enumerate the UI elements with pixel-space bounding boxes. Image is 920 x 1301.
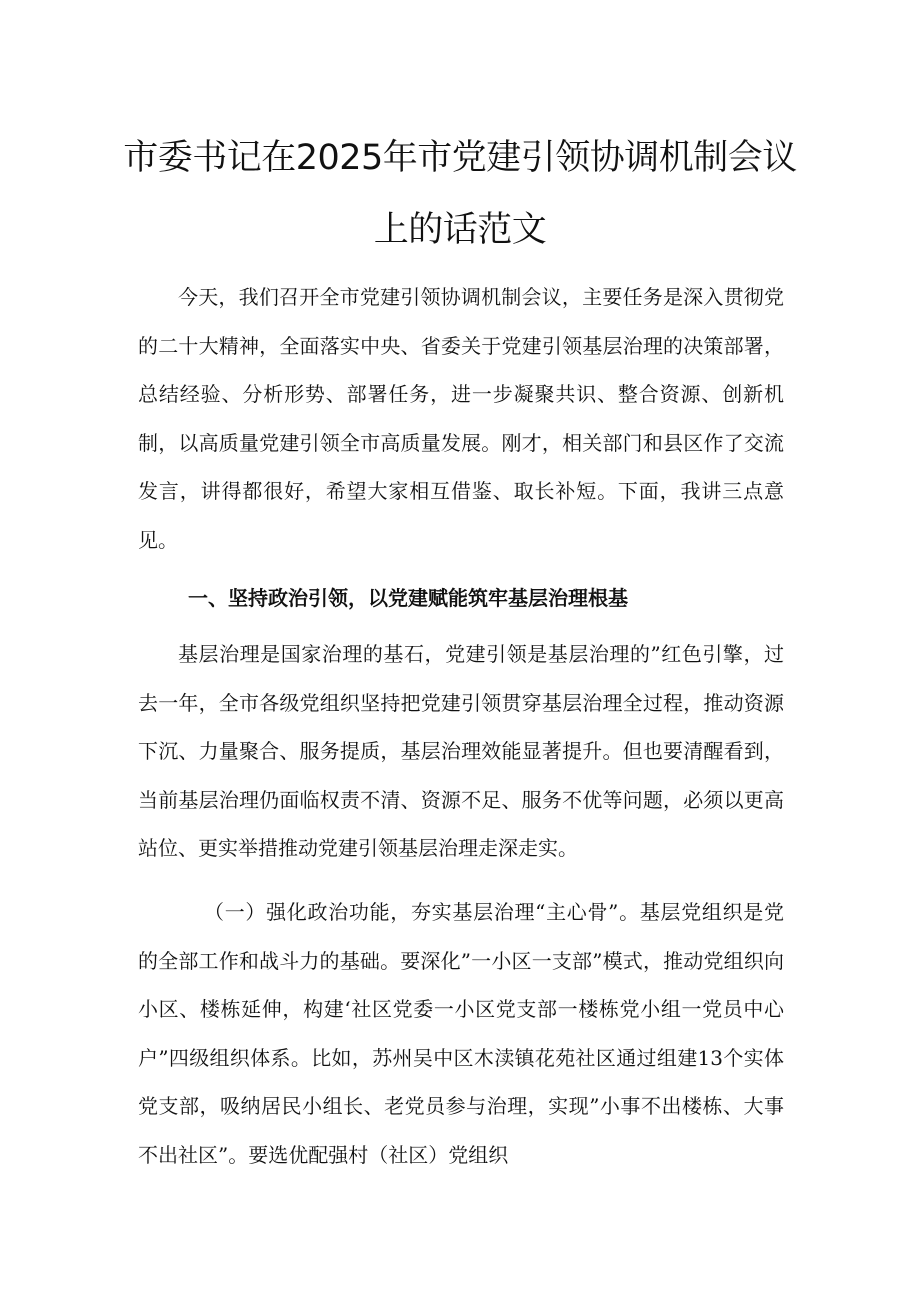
paragraph-subsection-1: （一）强化政治功能，夯实基层治理“主心骨”。基层党组织是党的全部工作和战斗力的基础。要深化”一小区一支部”模式，推动党组织向小区、楼栋延伸，构建‘社区党委一小区党支部一楼栋党小组一党员中心户”四级组织体系。比如，苏州吴中区木渎镇花苑社区通过组建13个实体党支部，吸纳居民小组长、老党员参与治理，实现”小事不出楼栋、大事不出社区”。要选优配强村（社区）党组织 (138, 900, 784, 1167)
section-heading-1: 一、坚持政治引领，以党建赋能筑牢基层治理根基 (188, 586, 628, 610)
document-title-line-2: 上的话范文 (373, 210, 547, 250)
paragraph-section-1-intro: 基层治理是国家治理的基石，党建引领是基层治理的”红色引擎，过去一年，全市各级党组织坚持把党建引领贯穿基层治理全过程，推动资源下沉、力量聚合、服务提质，基层治理效能显著提升。但也要清醒看到，当前基层治理仍面临权责不清、资源不足、服务不优等问题，必须以更高站位、更实举措推动党建引领基层治理走深走实。 (138, 642, 784, 860)
paragraph-opening: 今天，我们召开全市党建引领协调机制会议，主要任务是深入贯彻党的二十大精神，全面落实中央、省委关于党建引领基层治理的决策部署，总结经验、分析形势、部署任务，进一步凝聚共识、整合资源、创新机制，以高质量党建引领全市高质量发展。刚才，相关部门和县区作了交流发言，讲得都很好，希望大家相互借鉴、取长补短。下面，我讲三点意见。 (138, 285, 784, 552)
document-title-line-1: 市委书记在2025年市党建引领协调机制会议 (123, 138, 797, 178)
